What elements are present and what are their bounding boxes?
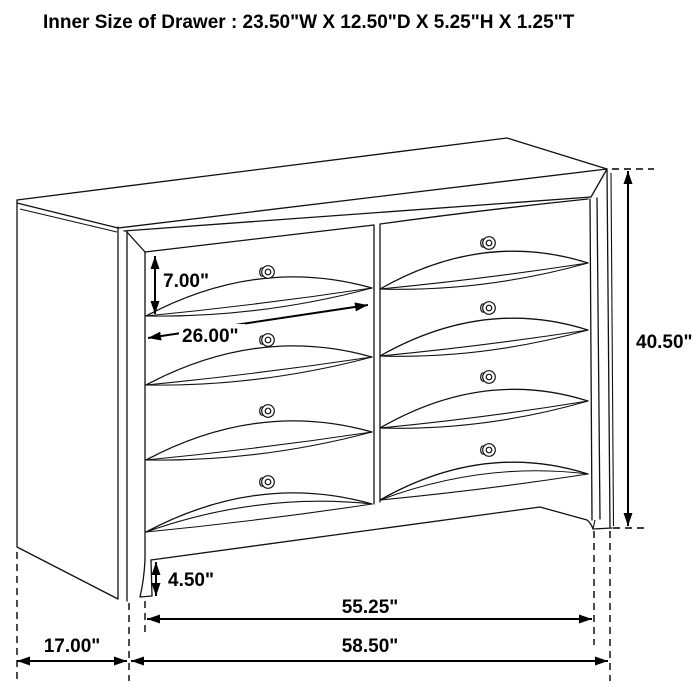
drawer-knob-icon xyxy=(260,334,275,347)
front-width-label: 55.25" xyxy=(341,597,399,618)
drawer-knob-icon xyxy=(481,302,496,315)
dimension-arrows xyxy=(17,171,628,661)
dimension-labels xyxy=(44,271,693,657)
drawer-reveals-left xyxy=(146,277,372,532)
drawer-knob-icon xyxy=(481,237,496,250)
top-drawer-height-label: 7.00" xyxy=(163,271,209,292)
drawer-knob-icon xyxy=(260,266,275,279)
drawer-knobs xyxy=(260,237,496,489)
drawer-width-label: 26.00" xyxy=(182,326,239,347)
overall-width-label: 58.50" xyxy=(341,636,399,657)
drawer-knob-icon xyxy=(481,444,496,457)
drawer-knob-icon xyxy=(260,405,275,418)
base-rail xyxy=(151,507,612,560)
base-height-label: 4.50" xyxy=(168,570,214,591)
dresser-front-frame xyxy=(127,170,614,560)
overall-height-label: 40.50" xyxy=(636,332,693,353)
left-foot xyxy=(140,560,152,597)
dresser-top xyxy=(17,138,607,232)
depth-label: 17.00" xyxy=(43,636,101,657)
right-foot xyxy=(593,520,595,529)
dresser-outline xyxy=(17,138,614,601)
extension-lines xyxy=(17,169,654,681)
drawer-knob-icon xyxy=(481,371,496,384)
drawer-knob-icon xyxy=(260,476,275,489)
page-title: Inner Size of Drawer : 23.50"W X 12.50"D X 5.25"H X 1.25"T xyxy=(43,12,575,33)
dresser-left-side-panel xyxy=(17,200,127,601)
